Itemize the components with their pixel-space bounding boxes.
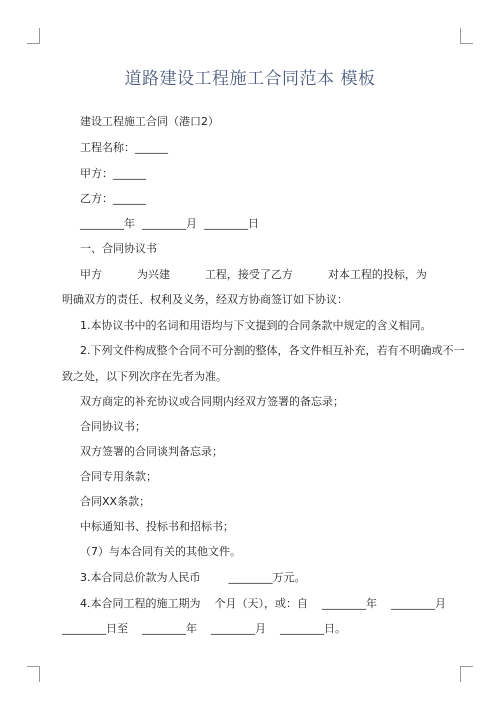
contract-subtitle: 建设工程施工合同（港口2） bbox=[80, 115, 219, 128]
party-a-field: 甲方：______ bbox=[80, 167, 146, 180]
crop-mark-bottom-left bbox=[27, 666, 40, 682]
crop-mark-top-left bbox=[27, 28, 40, 44]
clause-line: 致之处，以下列次序在先者为准。 bbox=[62, 370, 227, 383]
list-item: 双方商定的补充协议或合同期内经双方签署的备忘录； bbox=[80, 395, 344, 408]
list-item: （7）与本合同有关的其他文件。 bbox=[80, 545, 241, 558]
clause-line: 2.下列文件构成整个合同不可分割的整体，各文件相互补充，若有不明确或不一 bbox=[80, 344, 465, 357]
clause-line: 1.本协议书中的名词和用语均与下文提到的合同条款中规定的含义相同。 bbox=[80, 319, 432, 332]
clause-line: 4.本合同工程的施工期为 个月（天），或：自 ________年 ________月 bbox=[80, 597, 446, 610]
section-heading: 一、合同协议书 bbox=[80, 242, 157, 255]
list-item: 中标通知书、投标书和招标书； bbox=[80, 520, 234, 533]
paragraph-line: 明确双方的责任、权利及义务，经双方协商签订如下协议： bbox=[62, 293, 348, 306]
party-b-field: 乙方：______ bbox=[80, 192, 146, 205]
paragraph-line: 甲方 为兴建 工程，接受了乙方 对本工程的投标，为 bbox=[80, 268, 427, 281]
list-item: 合同协议书； bbox=[80, 420, 146, 433]
signing-date-line: ________年 ________月 ________日 bbox=[80, 217, 259, 230]
document-title: 道路建设工程施工合同范本 模板 bbox=[124, 69, 376, 89]
list-item: 合同专用条款； bbox=[80, 470, 157, 483]
list-item: 双方签署的合同谈判备忘录； bbox=[80, 445, 223, 458]
list-item: 合同XX条款； bbox=[80, 495, 151, 508]
project-name-field: 工程名称：______ bbox=[80, 141, 168, 154]
crop-mark-bottom-right bbox=[460, 666, 473, 682]
clause-line: 3.本合同总价款为人民币 ________万元。 bbox=[80, 571, 306, 584]
clause-line: ________日至 ________年 ________月 ________日。 bbox=[62, 622, 346, 635]
crop-mark-top-right bbox=[460, 28, 473, 44]
